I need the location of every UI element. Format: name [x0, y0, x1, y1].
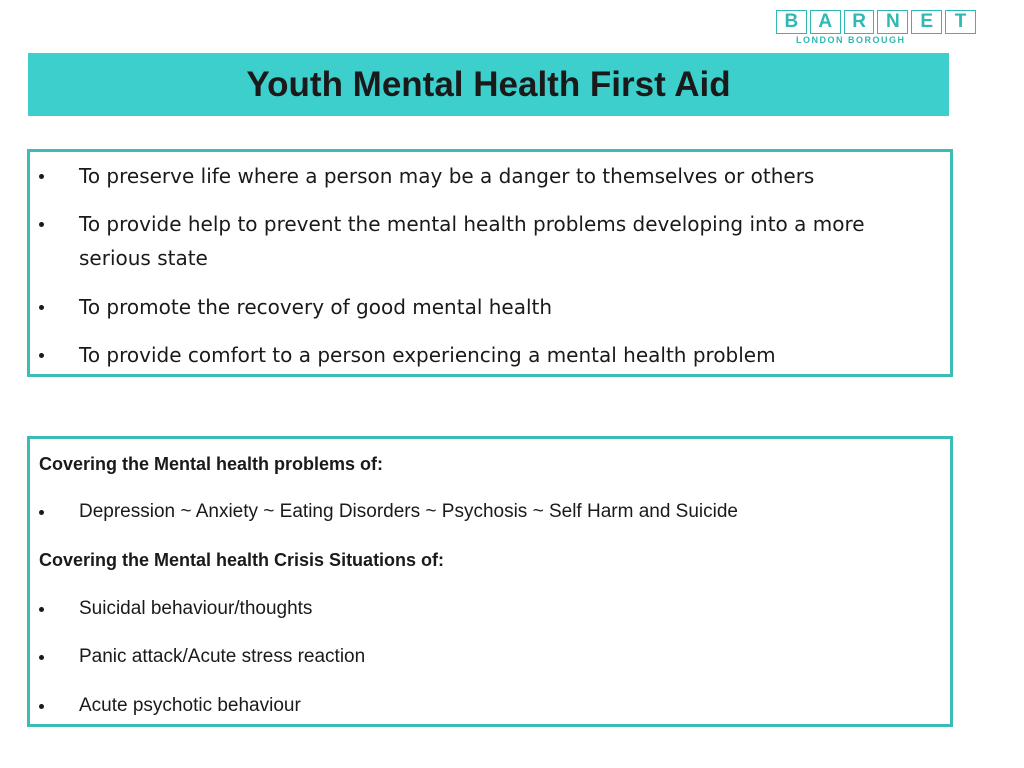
page-title: Youth Mental Health First Aid	[246, 64, 731, 104]
logo-subtitle: LONDON BOROUGH	[796, 35, 906, 45]
bullet-icon	[39, 305, 44, 310]
logo-letter: E	[911, 10, 942, 34]
aim-text: To provide help to prevent the mental health problems developing into a more serious state	[79, 212, 865, 270]
aim-text: To provide comfort to a person experiencing a mental health problem	[79, 343, 776, 367]
bullet-icon	[39, 655, 44, 660]
barnet-logo	[776, 10, 976, 46]
logo-letter: A	[810, 10, 841, 34]
problems-heading: Covering the Mental health problems of:	[39, 454, 384, 474]
crisis-text: Panic attack/Acute stress reaction	[79, 646, 366, 667]
bullet-icon	[39, 510, 44, 515]
title-banner	[28, 53, 949, 116]
bullet-icon	[39, 353, 44, 358]
problem-text: Depression ~ Anxiety ~ Eating Disorders ~ Psychosis ~ Self Harm and Suicide	[79, 501, 738, 522]
bullet-icon	[39, 704, 44, 709]
bullet-icon	[39, 607, 44, 612]
aim-text: To preserve life where a person may be a danger to themselves or others	[79, 164, 815, 188]
bullet-icon	[39, 174, 44, 179]
aims-box	[27, 149, 953, 377]
logo-letter: B	[776, 10, 807, 34]
crisis-heading: Covering the Mental health Crisis Situations of:	[39, 550, 445, 570]
logo-letters	[776, 10, 976, 34]
aim-text: To promote the recovery of good mental health	[79, 295, 553, 319]
logo-letter: T	[945, 10, 976, 34]
crisis-text: Acute psychotic behaviour	[79, 695, 301, 716]
logo-letter: R	[844, 10, 875, 34]
coverage-box	[27, 436, 953, 727]
crisis-text: Suicidal behaviour/thoughts	[79, 598, 313, 619]
bullet-icon	[39, 222, 44, 227]
logo-letter: N	[877, 10, 908, 34]
